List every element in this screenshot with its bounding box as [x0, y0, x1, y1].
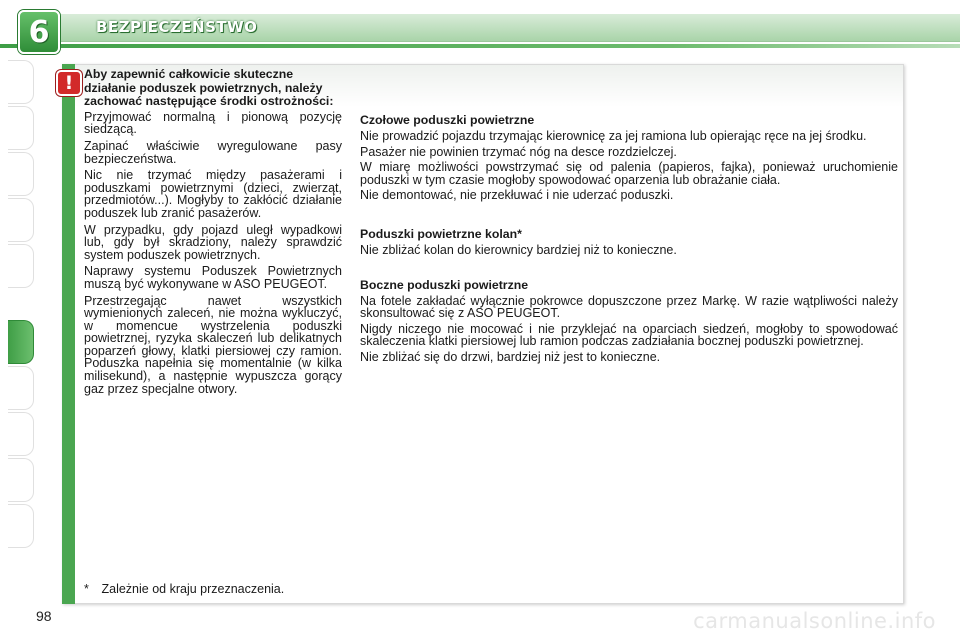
warning-paragraph: Zapinać właściwie wyregulowane pasy bezpieczeństwa.: [84, 138, 342, 166]
warning-column: [84, 68, 342, 399]
index-tab-8[interactable]: [8, 412, 34, 456]
index-tab-1[interactable]: [8, 60, 34, 104]
section-paragraph: W miarę możliwości powstrzymać się od palenia (papieros, fajka), ponieważ uruchomienie poduszki w tym czasie mogłoby spowodować oparzenia lub obrażanie ciała.: [360, 160, 898, 187]
chapter-index-tabs: [0, 60, 36, 580]
section-side-airbags: [360, 278, 898, 364]
index-tab-9[interactable]: [8, 458, 34, 502]
section-paragraph: Nie demontować, nie przekłuwać i nie uderzać poduszki.: [360, 188, 674, 203]
header-divider: [0, 44, 960, 48]
footnote-text: Zależnie od kraju przeznaczenia.: [101, 582, 285, 596]
chapter-number-badge: [18, 10, 60, 54]
section-heading: Czołowe poduszki powietrzne: [360, 113, 535, 127]
section-knee-airbags: [360, 227, 898, 257]
index-tab-4[interactable]: [8, 198, 34, 242]
index-tab-3[interactable]: [8, 152, 34, 196]
section-paragraph: Nie prowadzić pojazdu trzymając kierownicę za jej ramiona lub opierając ręce na jej środku.: [360, 129, 867, 143]
footnote-marker: *: [84, 582, 89, 596]
index-tab-7[interactable]: [8, 366, 34, 410]
warning-paragraph: Przestrzegając nawet wszystkich wymienionych zaleceń, nie można wykluczyć, w momencue wystrzelenia poduszki powietrznej, ryzyka skaleczeń lub delikatnych poparzeń głowy, klatki piersiowej czy ramion. Poduszka napełnia się momentalnie (w kilka milisekund), a następnie wypuszcza gorący gaz przez specjalne otwory.: [84, 293, 342, 396]
section-paragraph: Nie zbliżać kolan do kierownicy bardziej niż to konieczne.: [360, 242, 677, 257]
airbag-sections-column: [360, 113, 898, 367]
section-paragraph: Pasażer nie powinien trzymać nóg na desce rozdzielczej.: [360, 144, 677, 159]
watermark: carmanualsonline.info: [693, 609, 936, 633]
section-paragraph: Nie zbliżać się do drzwi, bardziej niż jest to konieczne.: [360, 349, 661, 364]
section-heading: Poduszki powietrzne kolan*: [360, 226, 522, 241]
section-paragraph: Na fotele zakładać wyłącznie pokrowce dopuszczone przez Markę. W razie wątpliwości należy skonsultować się z ASO PEUGEOT.: [360, 293, 898, 321]
index-tab-5[interactable]: [8, 244, 34, 288]
section-frontal-airbags: [360, 113, 898, 202]
warning-paragraph: W przypadku, gdy pojazd uległ wypadkowi lub, gdy był skradziony, należy sprawdzić system poduszek powietrznych.: [84, 222, 342, 262]
warning-heading: Aby zapewnić całkowicie skuteczne działanie poduszek powietrznych, należy zachować następujące środki ostrożności:: [84, 67, 334, 109]
warning-paragraph: Nic nie trzymać między pasażerami i poduszkami powietrznymi (dzieci, zwierząt, przedmiotów...). Mogłyby to zakłócić działanie poduszek lub zranić pasażerów.: [84, 168, 342, 220]
index-tab-10[interactable]: [8, 504, 34, 548]
warning-paragraph: Naprawy systemu Poduszek Powietrznych muszą być wykonywane w ASO PEUGEOT.: [84, 264, 342, 291]
index-tab-2[interactable]: [8, 106, 34, 150]
chapter-title: BEZPIECZEŃSTWO: [96, 18, 258, 36]
section-paragraph: Nigdy niczego nie mocować i nie przyklejać na oparciach siedzeń, mogłoby to spowodować skaleczenia klatki piersiowej lub ramion podczas zadziałania bocznej poduszki powietrznej.: [360, 321, 898, 349]
section-heading: Boczne poduszki powietrzne: [360, 277, 529, 292]
panel-accent-bar: [62, 64, 75, 604]
index-tab-6-active[interactable]: [8, 320, 34, 364]
footnote: [84, 582, 284, 596]
page-number: 98: [36, 608, 52, 624]
chapter-number: 6: [28, 14, 50, 50]
warning-paragraph: Przyjmować normalną i pionową pozycję siedzącą.: [84, 109, 342, 137]
exclamation-warning-icon: !: [56, 70, 82, 96]
